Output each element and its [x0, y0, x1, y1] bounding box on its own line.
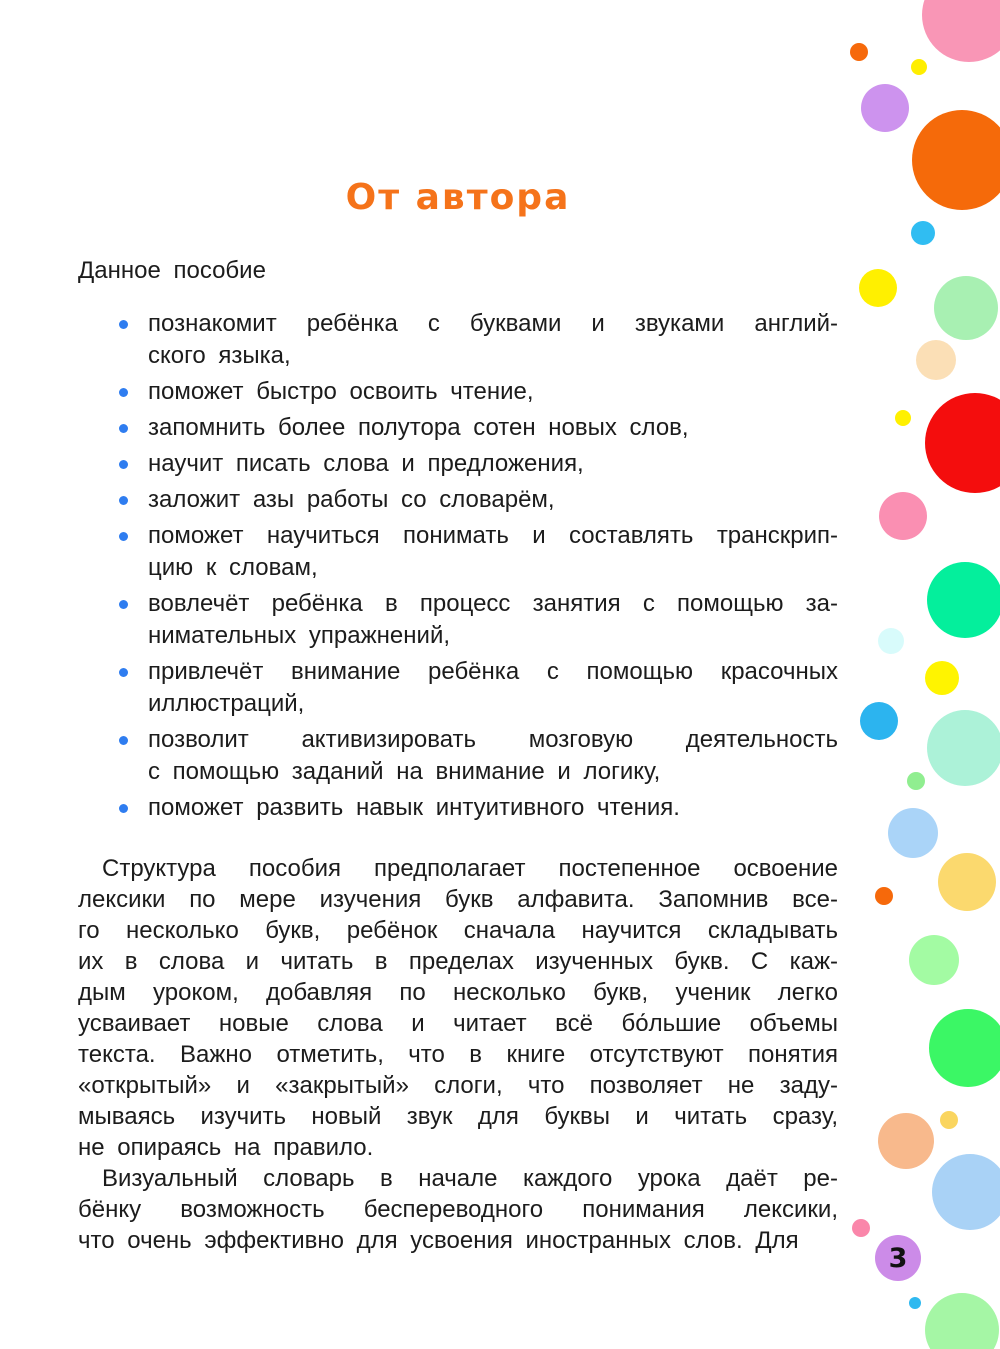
- decor-circle-icon: [875, 887, 893, 905]
- bullet-item: [78, 520, 838, 584]
- text-line: привлечёт внимание ребёнка с помощью красочных: [148, 658, 838, 685]
- text-line: Структура пособия предполагает постепенное освоение: [102, 855, 838, 882]
- bullet-text: [148, 412, 838, 444]
- bullet-item: [78, 724, 838, 788]
- bullet-list: [78, 308, 838, 824]
- text-line: запомнить более полутора сотен новых слов,: [148, 414, 689, 441]
- text-line: мываясь изучить новый звук для буквы и читать сразу,: [78, 1103, 838, 1130]
- bullet-dot-icon: [119, 320, 128, 329]
- decor-circle-icon: [888, 808, 938, 858]
- decor-circle-icon: [927, 562, 1000, 638]
- text-line: вовлечёт ребёнка в процесс занятия с помощью за-: [148, 590, 838, 617]
- paragraphs: [78, 853, 838, 1256]
- decor-circle-icon: [929, 1009, 1000, 1087]
- text-line: познакомит ребёнка с буквами и звуками англий-: [148, 310, 838, 337]
- text-line: цию к словам,: [148, 554, 318, 581]
- decor-circle-icon: [934, 276, 998, 340]
- bullet-dot-icon: [119, 600, 128, 609]
- decor-circle-icon: [922, 0, 1000, 62]
- bullet-text: [148, 588, 838, 652]
- decor-circle-icon: [907, 772, 925, 790]
- text-line: позволит активизировать мозговую деятельность: [148, 726, 838, 753]
- decor-circle-icon: [927, 710, 1000, 786]
- page-number: 3: [888, 1242, 908, 1274]
- bullet-text: [148, 724, 838, 788]
- bullet-text: [148, 376, 838, 408]
- bullet-item: [78, 308, 838, 372]
- decor-circle-icon: [909, 1297, 921, 1309]
- decor-circle-icon: [932, 1154, 1000, 1230]
- text-line: усваивает новые слова и читает всё бо́льшие объемы: [78, 1010, 838, 1037]
- text-line: поможет научиться понимать и составлять транскрип-: [148, 522, 838, 549]
- page-number-badge: [875, 1235, 921, 1281]
- bullet-text: [148, 792, 838, 824]
- text-line: с помощью заданий на внимание и логику,: [148, 758, 661, 785]
- decor-circle-icon: [940, 1111, 958, 1129]
- text-line: поможет быстро освоить чтение,: [148, 378, 534, 405]
- text-line: лексики по мере изучения букв алфавита. Запомнив все-: [78, 886, 838, 913]
- bullet-text: [148, 448, 838, 480]
- bullet-item: [78, 656, 838, 720]
- text-line: дым уроком, добавляя по несколько букв, ученик легко: [78, 979, 838, 1006]
- text-line: текста. Важно отметить, что в книге отсутствуют понятия: [78, 1041, 838, 1068]
- decor-circle-icon: [916, 340, 956, 380]
- bullet-item: [78, 412, 838, 444]
- text-line: их в слова и читать в пределах изученных букв. С каж-: [78, 948, 838, 975]
- bullet-dot-icon: [119, 804, 128, 813]
- decor-circle-icon: [879, 492, 927, 540]
- text-line: ского языка,: [148, 342, 291, 369]
- decor-circle-icon: [938, 853, 996, 911]
- decor-circle-icon: [878, 1113, 934, 1169]
- bullet-dot-icon: [119, 736, 128, 745]
- text-line: го несколько букв, ребёнок сначала научится складывать: [78, 917, 838, 944]
- decor-circle-icon: [895, 410, 911, 426]
- bullet-dot-icon: [119, 496, 128, 505]
- decor-circle-icon: [878, 628, 904, 654]
- paragraph: [78, 1163, 838, 1256]
- page-title: От автора: [345, 177, 571, 218]
- text-line: «открытый» и «закрытый» слоги, что позволяет не заду-: [78, 1072, 838, 1099]
- text-line: что очень эффективно для усвоения иностранных слов. Для: [78, 1227, 799, 1254]
- text-line: научит писать слова и предложения,: [148, 450, 584, 477]
- intro-text: Данное пособие: [78, 257, 266, 284]
- decor-circle-icon: [911, 59, 927, 75]
- page-content: [78, 0, 838, 1256]
- text-line: нимательных упражнений,: [148, 622, 451, 649]
- bullet-item: [78, 792, 838, 824]
- bullet-dot-icon: [119, 424, 128, 433]
- bullet-dot-icon: [119, 532, 128, 541]
- bullet-dot-icon: [119, 460, 128, 469]
- decor-circle-icon: [925, 393, 1000, 493]
- decor-circle-icon: [912, 110, 1000, 210]
- bullet-text: [148, 656, 838, 720]
- decor-circle-icon: [861, 84, 909, 132]
- bullet-text: [148, 484, 838, 516]
- bullet-item: [78, 484, 838, 516]
- decor-circle-icon: [860, 702, 898, 740]
- text-line: не опираясь на правило.: [78, 1134, 374, 1161]
- text-line: поможет развить навык интуитивного чтения.: [148, 794, 680, 821]
- decor-circle-icon: [859, 269, 897, 307]
- paragraph: [78, 853, 838, 1163]
- decor-circle-icon: [909, 935, 959, 985]
- bullet-text: [148, 308, 838, 372]
- bullet-text: [148, 520, 838, 584]
- text-line: бёнку возможность беспереводного понимания лексики,: [78, 1196, 838, 1223]
- bullet-dot-icon: [119, 388, 128, 397]
- decor-circle-icon: [850, 43, 868, 61]
- bullet-item: [78, 588, 838, 652]
- bullet-item: [78, 448, 838, 480]
- bullet-dot-icon: [119, 668, 128, 677]
- decor-circle-icon: [925, 1293, 999, 1349]
- decor-circle-icon: [852, 1219, 870, 1237]
- text-line: Визуальный словарь в начале каждого урока даёт ре-: [102, 1165, 838, 1192]
- decor-circle-icon: [911, 221, 935, 245]
- text-line: заложит азы работы со словарём,: [148, 486, 555, 513]
- decor-circle-icon: [925, 661, 959, 695]
- bullet-item: [78, 376, 838, 408]
- text-line: иллюстраций,: [148, 690, 305, 717]
